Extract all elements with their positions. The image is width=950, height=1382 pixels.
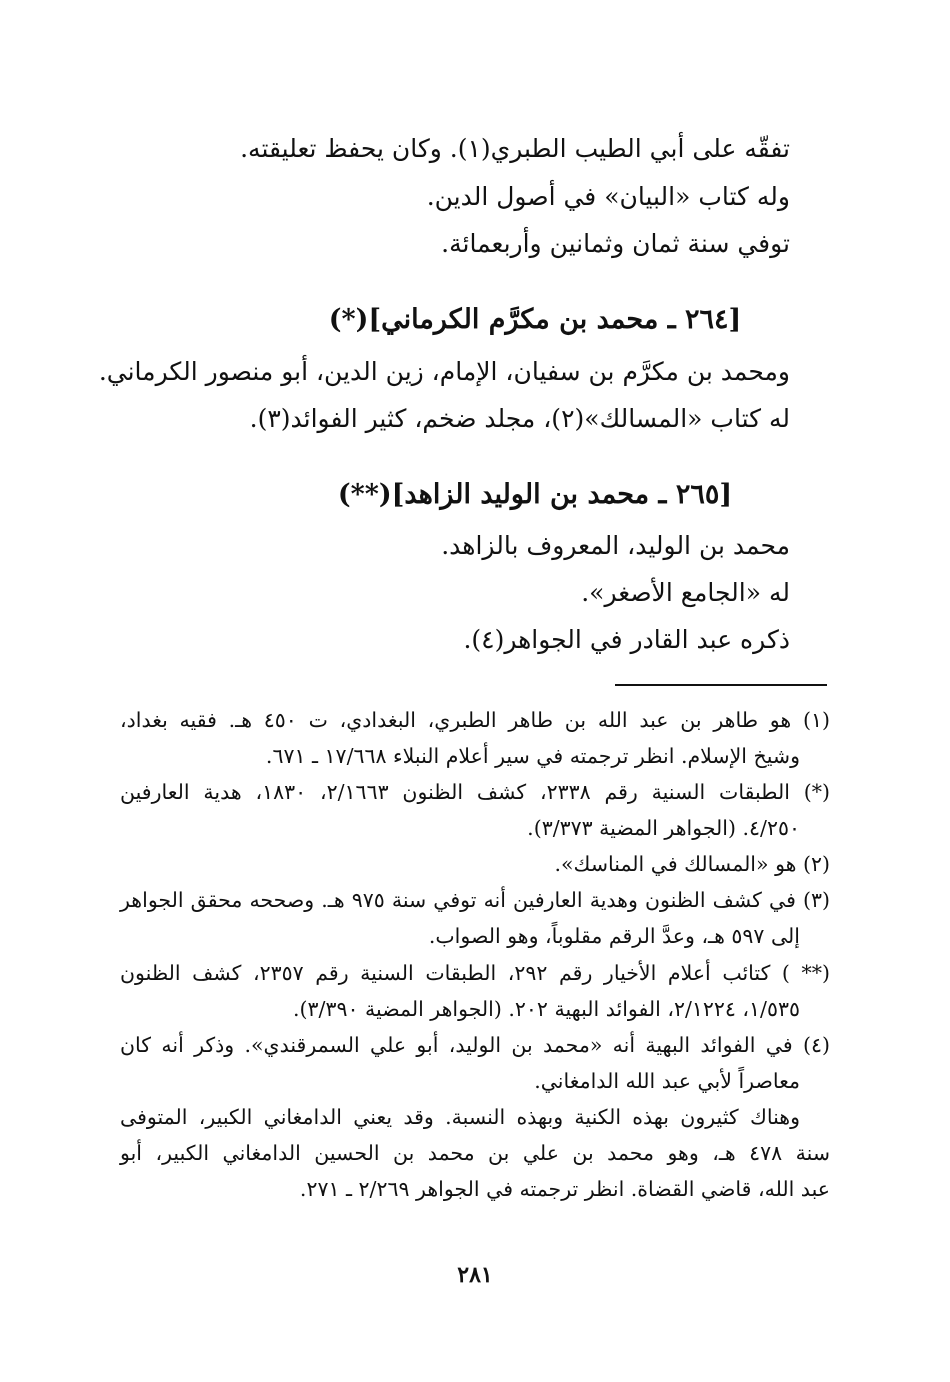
- entry-265-line-3: ذكره عبد القادر في الجواهر(٤).: [463, 625, 790, 654]
- footnote-4-para-line-1: وهناك كثيرون بهذه الكنية وبهذه النسبة. وقد يعني الدامغاني الكبير، المتوفى: [120, 1105, 800, 1129]
- entry-264-line-1: ومحمد بن مكرَّم بن سفيان، الإمام، زين الدين، أبو منصور الكرماني.: [98, 357, 790, 386]
- intro-line-3: توفي سنة ثمان وثمانين وأربعمائة.: [441, 229, 790, 258]
- page-number: ٢٨١: [457, 1262, 493, 1288]
- entry-265-title: [٢٦٥ ـ محمد بن الوليد الزاهد](**): [337, 479, 733, 510]
- footnote-doublestar-line-2: ١/٥٣٥، ٢/١٢٢٤، الفوائد البهية ٢٠٢. (الجواهر المضية ٣/٣٩٠).: [293, 997, 800, 1021]
- intro-line-2: وله كتاب «البيان» في أصول الدين.: [426, 182, 790, 211]
- entry-264-line-2: له كتاب «المسالك»(٢)، مجلد ضخم، كثير الفوائد(٣).: [249, 404, 790, 433]
- entry-265-line-1: محمد بن الوليد، المعروف بالزاهد.: [441, 531, 790, 560]
- footnote-1-line-2: وشيخ الإسلام. انظر ترجمته في سير أعلام النبلاء ١٧/٦٦٨ ـ ٦٧١.: [265, 744, 800, 768]
- entry-265-line-2: له «الجامع الأصغر».: [581, 578, 790, 607]
- footnote-4-line-2: معاصراً لأبي عبد الله الدامغاني.: [534, 1069, 800, 1093]
- entry-264-heading: [0, 302, 950, 338]
- entry-264-title: [٢٦٤ ـ محمد بن مكرَّم الكرماني](*): [328, 304, 742, 335]
- footnote-3-line-1: (٣) في كشف الظنون وهدية العارفين أنه توفي سنة ٩٧٥ هـ. وصححه محقق الجواهر: [120, 888, 830, 912]
- footnote-4-para-line-2: سنة ٤٧٨ هـ، وهو محمد بن علي بن محمد بن الحسين الدامغاني الكبير، أبو: [120, 1141, 831, 1165]
- footnote-2: (٢) هو «المسالك في المناسك».: [554, 852, 830, 876]
- footnote-doublestar-line-1: (** ) كتائب أعلام الأخيار رقم ٢٩٢، الطبقات السنية رقم ٢٣٥٧، كشف الظنون: [120, 961, 830, 985]
- footnote-1-line-1: (١) هو طاهر بن عبد الله بن طاهر الطبري، البغدادي، ت ٤٥٠ هـ. فقيه بغداد،: [120, 708, 830, 732]
- footnote-4-para-line-3: عبد الله، قاضي القضاة. انظر ترجمته في الجواهر ٢/٢٦٩ ـ ٢٧١.: [299, 1177, 830, 1201]
- footnote-separator: [615, 684, 827, 686]
- footnote-star-line-1: (*) الطبقات السنية رقم ٢٣٣٨، كشف الظنون ٢/١٦٦٣، ١٨٣٠، هدية العارفين: [120, 780, 830, 804]
- footnote-3-line-2: إلى ٥٩٧ هـ، وعدَّ الرقم مقلوباً، وهو الصواب.: [428, 924, 800, 948]
- footnote-star-line-2: ٤/٢٥٠. (الجواهر المضية ٣/٣٧٣).: [527, 816, 800, 840]
- intro-line-1: تفقّه على أبي الطيب الطبري(١). وكان يحفظ تعليقته.: [240, 134, 790, 163]
- entry-265-heading: [0, 477, 950, 513]
- footnote-4-line-1: (٤) في الفوائد البهية أنه «محمد بن الوليد، أبو علي السمرقندي». وذكر أنه كان: [120, 1033, 830, 1057]
